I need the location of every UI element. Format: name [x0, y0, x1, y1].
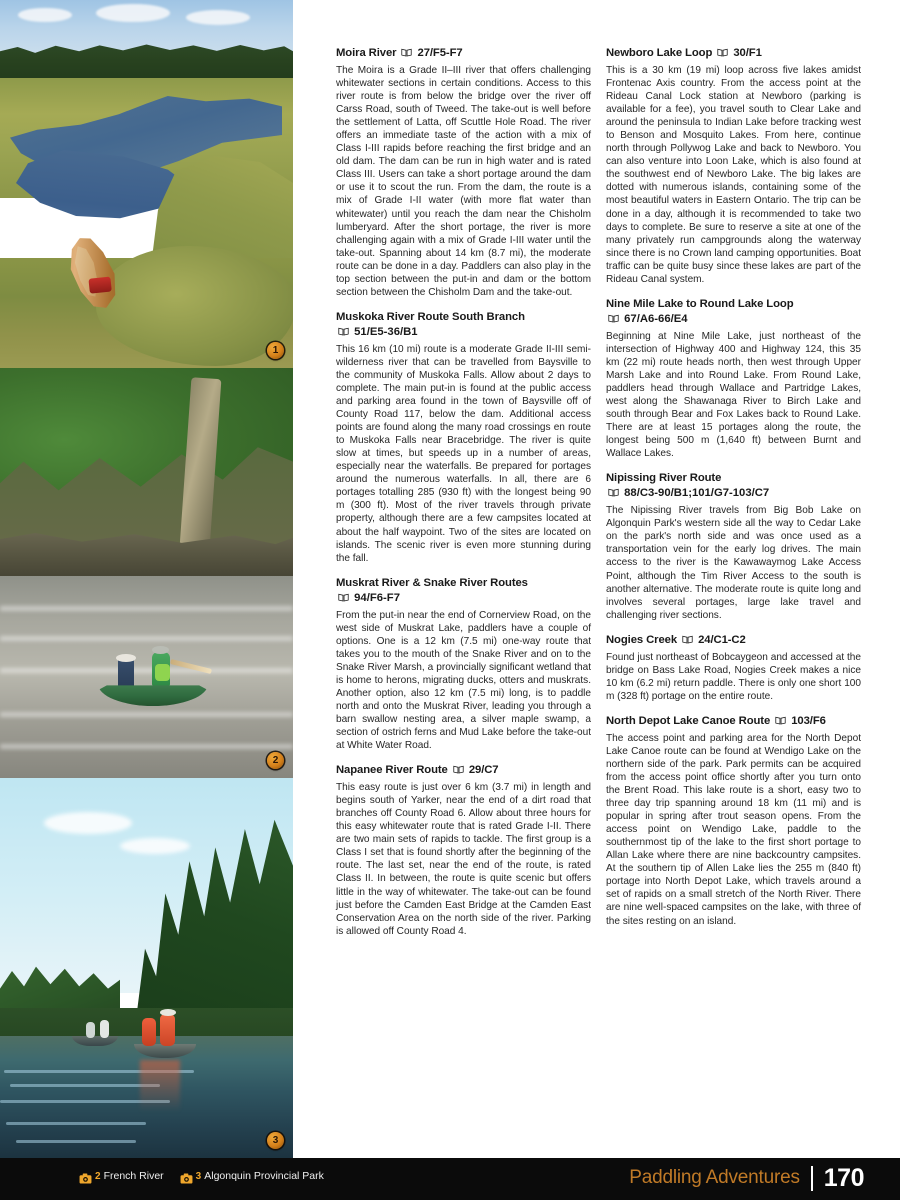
route-title: Nogies Creek 24/C1-C2 — [606, 633, 746, 646]
map-book-icon — [717, 48, 728, 57]
route-entry — [336, 46, 591, 299]
map-reference: 30/F1 — [733, 47, 762, 59]
route-description: This easy route is just over 6 km (3.7 mi) in length and begins south of Yarker, near the end of a dirt road that branches off County Road 6. Allow about three hours for this easy whitewater route that is rated Grade I-II. There are two main sets of rapids to tackle. The first group is a Class I set that is found shortly after the beginning of the route. The last set, near the end of the route, is rated Class II. In between, the route is quite scenic but offers little in the way of whitewater. The take-out can be found just before the Camden East Bridge at the Camden East Conservation Area on the north side of the river. Parking is allowed off County Road 4. — [336, 782, 591, 937]
cloud-icon — [120, 838, 190, 854]
map-book-icon — [338, 593, 349, 602]
distant-paddler — [100, 1020, 109, 1038]
paddler-cap — [152, 646, 169, 654]
map-book-icon — [608, 314, 619, 323]
map-reference: 27/F5-F7 — [417, 47, 463, 59]
photo-badge-2: 2 — [267, 752, 284, 769]
route-description: The Moira is a Grade II–III river that offers challenging whitewater sections in certain conditions. Access to this river route is from below the bridge over the river off Carss Road, south of Tweed. The take-out is well before the settlement of Latta, off Scuttle Hole Road. The river offers an immediate taste of the action with a mix of Class I-III rapids before reaching the first bridge and an old dam. The dam can be run in high water and is rated Class III. Users can take a short portage around the dam or use it to scout the run. From the dam, the route is a mix of Grade I-II water (with more flat water than whitewater) until you reach the dam near the Chisholm lumberyard. After the short portage, the river is more challenging again with a mix of Grade I-III water until the take-out. Spanning about 14 km (8.7 mi), the moderate route can be done in a day. Paddlers can also play in the top section between the put-in and dam or the bottom section between the Chisholm Dam and the take-out. — [336, 65, 591, 298]
camera-icon — [79, 1171, 92, 1182]
paddler-hat — [116, 654, 136, 662]
route-reference-line — [336, 325, 591, 339]
paddler-red-vest — [160, 1014, 175, 1046]
photo-credit-label: Algonquin Provincial Park — [204, 1170, 324, 1182]
route-entry — [606, 297, 861, 460]
route-title: Napanee River Route 29/C7 — [336, 764, 499, 777]
map-book-icon — [453, 765, 464, 774]
column-left — [336, 46, 591, 949]
route-description: Beginning at Nine Mile Lake, just northeast of the intersection of Highway 400 and Highway 124, this 35 km (22 mi) route heads north, then west through Upper Marsh Lake and into Round Lake. From Round Lake, paddlers head through Wallace and Partridge Lakes, west along the Shawanaga River to Birch Lake and south through Bear and Fox Lakes back to Round Lake. There are at least 15 portages along the route, the longest being 500 m (1,640 ft) between Burnt and Wallace Lakes. — [606, 330, 861, 460]
route-reference-line — [336, 591, 591, 605]
route-description: From the put-in near the end of Cornerview Road, on the west side of Muskrat Lake, paddlers have a couple of options. One is a 12 km (7.5 mi) one-way route that takes you to the mouth of the Snake River and on to the Snake River Marsh, a provincially significant wetland that is home to herons, migrating ducks, otters and muskrats. Another option, also 12 km (7.5 mi) long, is to paddle north and onto the Muskrat River, leading you through a barn swallow nesting area, a silver maple swamp, a section of ostrich ferns and Mud Lake before the take-out at White Water Road. — [336, 609, 591, 752]
photo-credit — [180, 1170, 324, 1182]
column-right — [606, 46, 861, 939]
map-reference: 24/C1-C2 — [698, 633, 746, 646]
route-description: The access point and parking area for the North Depot Lake Canoe route can be found at Wendigo Lake on the northern side of the park. Park permits can be acquired from the access point office shortly after you turn onto the Brent Road. This lake route is a short, easy two to three day trip spanning around 18 km (11 mi) and is popular in spring after trout season opens. From the access point on Wendigo Lake, paddle to the southernmost tip of the lake to the first short portage to Allan Lake where there are nine backcountry campsites. At the southern tip of Allen Lake lies the 255 m (840 ft) portage into North Depot Lake, which travels around a set of rapids on a small stretch of the North River. There are nine well-spaced campsites on the lake, with three of the sites resting on an island. — [606, 732, 861, 927]
route-entry — [336, 310, 591, 565]
route-title: Muskrat River & Snake River Routes — [336, 576, 528, 589]
photo-rail — [0, 0, 293, 1158]
route-description: Found just northeast of Bobcaygeon and accessed at the bridge on Bass Lake Road, Nogies Creek makes a nice 10 km (6.2 mi) return paddle. There is only one short 100 m (328 ft) portage on the entire route. — [606, 651, 861, 702]
cloud-icon — [96, 4, 170, 22]
route-entry — [336, 763, 591, 938]
map-book-icon — [401, 48, 412, 57]
water-shimmer — [10, 1084, 160, 1087]
water-reflection — [140, 1060, 180, 1112]
distant-paddler — [86, 1022, 95, 1038]
cloud-icon — [18, 8, 72, 22]
route-description: This is a 30 km (19 mi) loop across five lakes amidst Frontenac Axis country. From the access point at the Rideau Canal Lock station at Newboro (parking is available for a fee), you travel south to Clear Lake and around the peninsula to Indian Lake before tracking west to Benson and Mosquito Lakes. From here, continue north through Pollywog Lake and back to Newboro. You can also venture into Loon Lake, which is also found at the southwest end of Newboro Lake. The big lakes are dotted with numerous islands, containing some of the most beautiful waters in Eastern Ontario. The trip can be done in a day, although it is recommended to take two days to complete. Be sure to reserve a site at one of the many privately run campgrounds along the waterway since there is no Crown land camping opportunities. Boat traffic can be quite busy since these lakes are part of the Rideau Canal system. — [606, 65, 861, 285]
route-entry — [606, 46, 861, 286]
paddler-red-vest — [142, 1018, 156, 1046]
rail-gutter — [293, 0, 310, 1158]
foam-line — [0, 712, 293, 717]
route-title: Nipissing River Route — [606, 472, 722, 485]
photo-marsh-river-canoe — [0, 0, 293, 368]
route-title: Moira River 27/F5-F7 — [336, 47, 463, 59]
map-book-icon — [338, 327, 349, 336]
route-entry — [606, 633, 861, 703]
map-book-icon — [775, 716, 786, 725]
photo-badge-1: 1 — [267, 342, 284, 359]
footer-page-info — [629, 1164, 864, 1192]
route-entry — [336, 576, 591, 753]
map-reference: 88/C3-90/B1;101/G7-103/C7 — [624, 487, 770, 500]
foam-line — [0, 636, 293, 641]
paddler-hat — [160, 1009, 176, 1016]
map-reference: 94/F6-F7 — [354, 591, 400, 604]
photo-badge-3: 3 — [267, 1132, 284, 1149]
map-book-icon — [682, 635, 693, 644]
map-reference: 67/A6-66/E4 — [624, 312, 688, 325]
footer-divider — [811, 1166, 813, 1191]
page-footer — [0, 1158, 900, 1200]
route-title: North Depot Lake Canoe Route 103/F6 — [606, 714, 826, 727]
route-title: Newboro Lake Loop 30/F1 — [606, 47, 762, 59]
photo-credit-number: 2 — [95, 1170, 101, 1182]
map-book-icon — [608, 488, 619, 497]
camera-icon — [180, 1171, 193, 1182]
route-entry — [606, 471, 861, 621]
footer-page-number: 170 — [823, 1164, 864, 1192]
route-title: Nine Mile Lake to Round Lake Loop — [606, 297, 794, 310]
route-description: This 16 km (10 mi) route is a moderate Grade II-III semi-wilderness river that can be travelled from Baysville to the community of Muskoka Falls. Allow about 2 days to complete. The main put-in is found at the public access and parking area found in the town of Baysville off of County Road 117, below the dam. Additional access points are found along the many road crossings en route to Muskoka Falls near Bracebridge. The river is quite slow at times, but speeds up in a number of areas, especially near the waterfalls. Be prepared for portages around the numerous waterfalls. In all, there are 6 portages totalling 285 (930 ft) with the longest being 90 m (300 ft). Most of the river travels through private property, although there are a few campsites located at about the half waypoint. Two of the sites are located on islands. The scenic river is even more stunning during the fall. — [336, 343, 591, 564]
foam-line — [0, 606, 293, 611]
foam-line — [0, 668, 293, 673]
article-content — [310, 0, 876, 1158]
photo-credit-number: 3 — [195, 1170, 202, 1182]
photo-whitewater-canoe — [0, 368, 293, 778]
map-reference: 103/F6 — [791, 714, 826, 727]
map-reference: 29/C7 — [468, 764, 499, 777]
route-reference-line — [606, 486, 861, 500]
photo-credits — [79, 1170, 324, 1182]
map-reference: 51/E5-36/B1 — [354, 325, 418, 338]
life-vest — [155, 664, 170, 681]
cloud-icon — [186, 10, 250, 25]
water-shimmer — [6, 1122, 146, 1125]
foam-line — [0, 744, 293, 749]
route-entry — [606, 714, 861, 928]
route-reference-line — [606, 312, 861, 326]
water-shimmer — [16, 1140, 136, 1143]
cloud-icon — [44, 812, 132, 834]
photo-calm-river-paddlers — [0, 778, 293, 1158]
footer-section-label: Paddling Adventures — [629, 1167, 800, 1188]
route-title: Muskoka River Route South Branch — [336, 310, 525, 323]
photo-credit — [79, 1170, 164, 1182]
route-description: The Nipissing River travels from Big Bob Lake on Algonquin Park's western side all the way to Cedar Lake on the park's north side and was once used as a transportation vein for the early log drives. The main access to the river is the Kawawaymog Lake Access Point, although the Tim River Access to the south is another alternative. The moderate route is quite long and involves several portages, large lake travel and challenging river sections. — [606, 505, 861, 621]
canoe-gear — [88, 276, 112, 293]
photo-credit-label: French River — [103, 1170, 164, 1182]
